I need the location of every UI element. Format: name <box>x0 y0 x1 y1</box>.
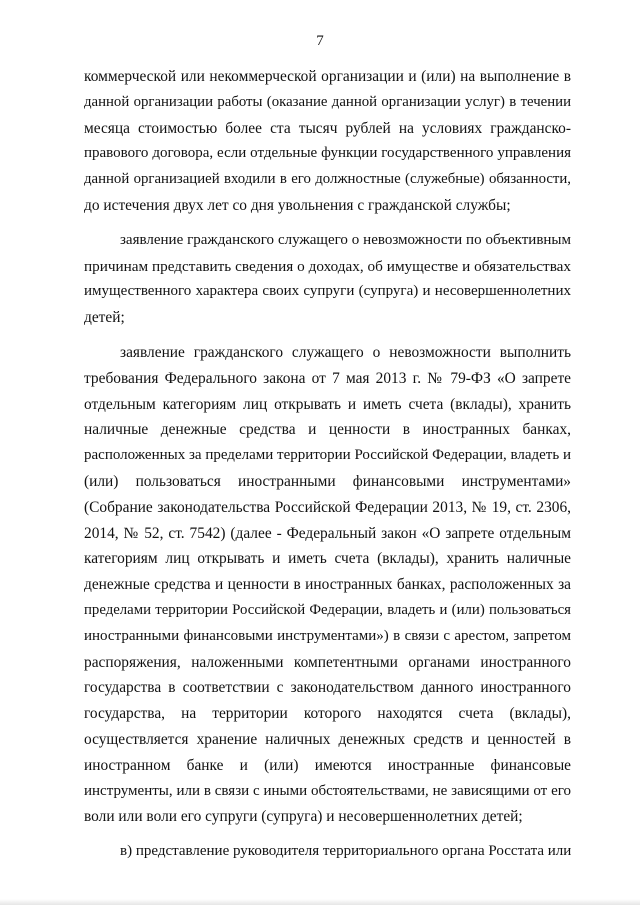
text-line: (Собрание законодательства Российской Федерации 2013, № 19, ст. 2306, <box>84 498 571 516</box>
text-line: имущественного характера своих супруги (супруга) и несовершеннолетних <box>84 283 571 300</box>
page-number: 7 <box>316 33 324 49</box>
text-line: иностранными финансовыми инструментами») в связи с арестом, запретом <box>84 627 571 644</box>
text-line: отдельным категориям лиц открывать и иметь счета (вклады), хранить <box>84 395 571 413</box>
text-line: государства, на территории которого находятся счета (вклады), <box>84 705 571 723</box>
paragraph-income-statement <box>84 228 571 331</box>
text-line: (или) пользоваться иностранными финансовыми инструментами» <box>84 472 571 490</box>
text-line: инструменты, или в связи с иными обстоятельствами, не зависящими от его <box>84 782 571 799</box>
text-line: наличные денежные средства и ценности в иностранных банках, <box>84 421 571 439</box>
text-line: категориям лиц открывать и иметь счета (вклады), хранить наличные <box>84 550 571 568</box>
paragraph-prior-employment <box>84 64 571 219</box>
text-line: заявление гражданского служащего о невозможности выполнить <box>120 343 571 361</box>
text-line: государства в соответствии с законодательством данного иностранного <box>84 679 571 697</box>
text-line: до истечения двух лет со дня увольнения с гражданской службы; <box>84 196 511 214</box>
text-line: данной организацией входили в его должностные (служебные) обязанности, <box>84 171 571 188</box>
text-line: месяца стоимостью более ста тысяч рублей на условиях гражданско- <box>84 119 571 137</box>
text-line: детей; <box>84 309 125 327</box>
text-line: в) представление руководителя территориального органа Росстата или <box>120 843 572 860</box>
text-line: иностранном банке и (или) имеются иностранные финансовые <box>84 756 571 774</box>
text-line: правового договора, если отдельные функции государственного управления <box>84 145 571 162</box>
paragraph-clause-v <box>84 839 571 865</box>
text-line: причинам представить сведения о доходах, об имуществе и обязательствах <box>84 257 571 275</box>
text-line: 2014, № 52, ст. 7542) (далее - Федеральный закон «О запрете отдельным <box>84 524 571 542</box>
text-line: требования Федерального закона от 7 мая 2013 г. № 79-ФЗ «О запрете <box>84 369 571 387</box>
text-line: распоряжения, наложенными компетентными органами иностранного <box>84 653 571 671</box>
document-body <box>84 64 571 865</box>
text-line: осуществляется хранение наличных денежных средств и ценностей в <box>84 730 571 748</box>
text-line: заявление гражданского служащего о невозможности по объективным <box>120 231 571 248</box>
text-line: пределами территории Российской Федерации, владеть и (или) пользоваться <box>84 601 571 618</box>
text-line: воли или воли его супруги (супруга) и несовершеннолетних детей; <box>84 808 523 826</box>
paragraph-foreign-accounts <box>84 340 571 830</box>
text-line: денежные средства и ценности в иностранных банках, расположенных за <box>84 576 571 594</box>
text-line: коммерческой или некоммерческой организации и (или) на выполнение в <box>84 68 571 85</box>
text-line: расположенных за пределами территории Российской Федерации, владеть и <box>84 447 571 464</box>
page-bottom-edge <box>0 899 640 905</box>
text-line: данной организации работы (оказание данной организации услуг) в течении <box>84 93 571 110</box>
